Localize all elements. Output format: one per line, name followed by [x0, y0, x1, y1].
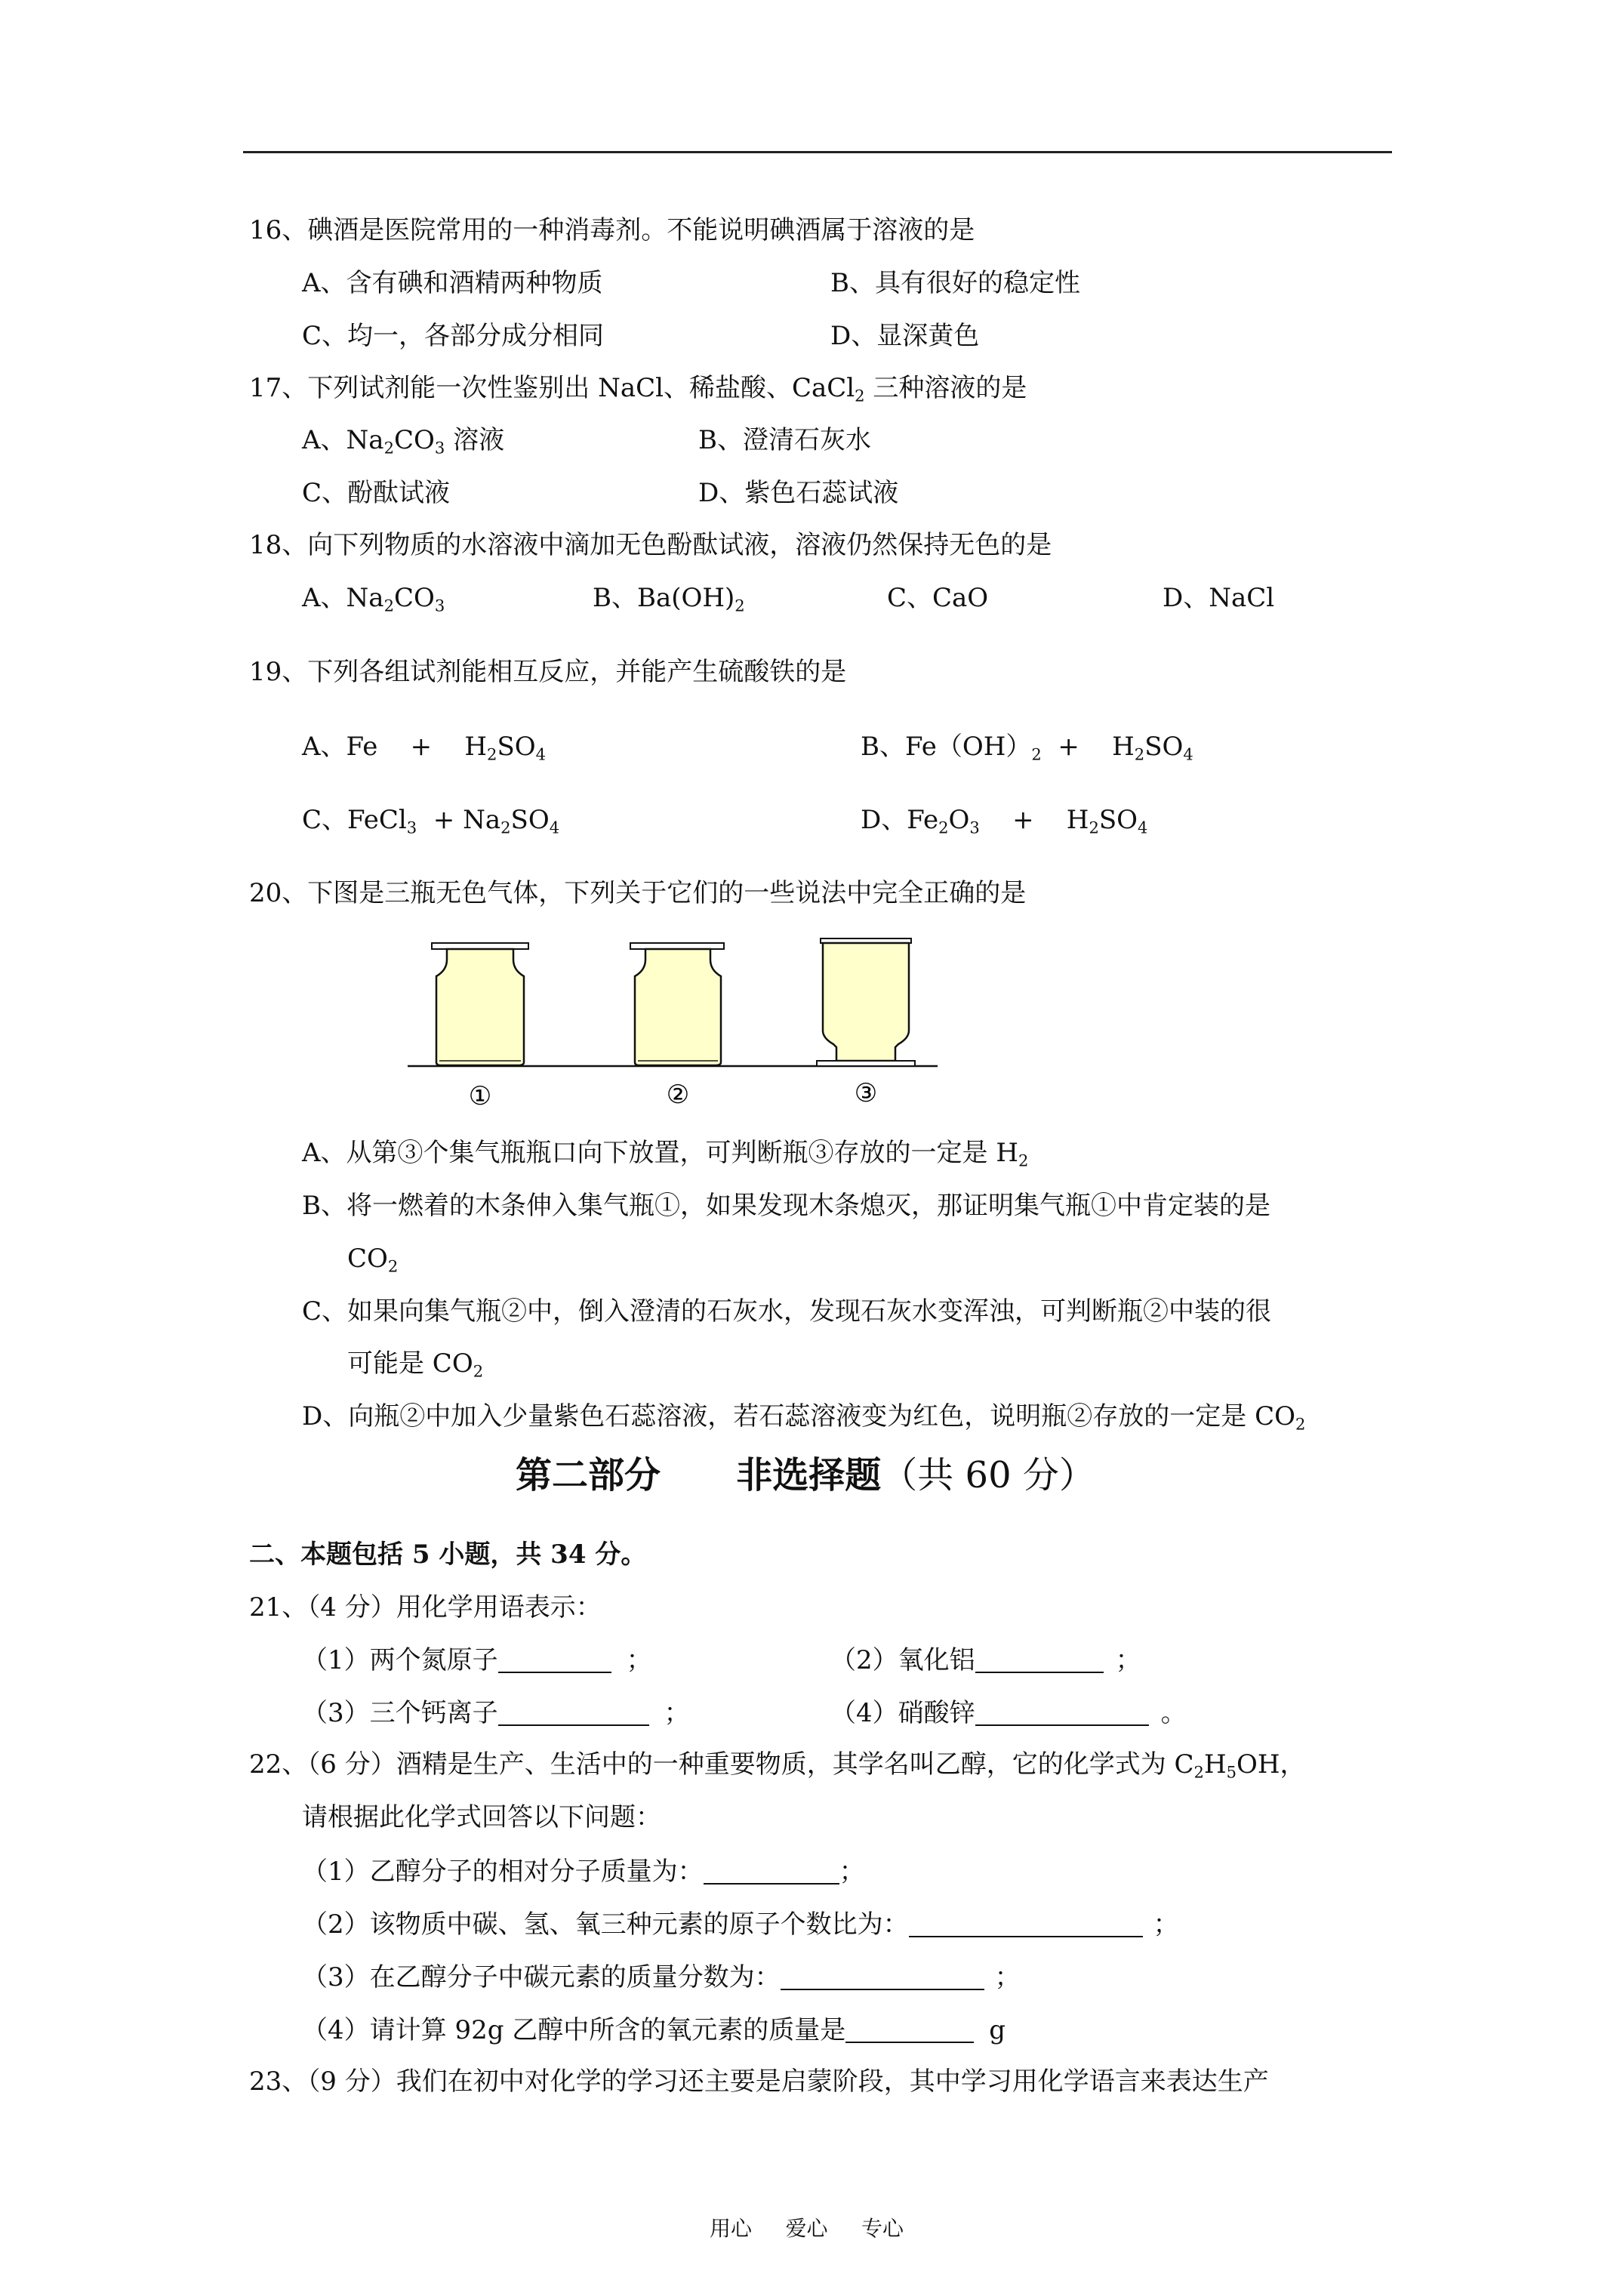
q20-option-c-cont: 可能是 $CO_2$ [347, 1348, 484, 1381]
part2-title: 第二部分 非选择题（共 60 分） [516, 1454, 1095, 1496]
answer-blank[interactable] [975, 1646, 1104, 1673]
q19-option-a: A、Fe + $H_2SO_4$ [302, 732, 547, 764]
q17-option-a: A、$Na_2CO_3$ 溶液 [302, 425, 505, 458]
answer-blank[interactable] [498, 1699, 649, 1726]
q17-option-d: D、紫色石蕊试液 [698, 478, 899, 508]
q21-stem: 21、（4 分）用化学用语表示： [249, 1592, 602, 1623]
answer-blank[interactable] [704, 1857, 839, 1885]
q18-option-b: B、$Ba(OH)_2$ [593, 583, 745, 615]
answer-blank[interactable] [498, 1646, 611, 1673]
bottle-1 [432, 943, 528, 1065]
q16-option-c: C、均一，各部分成分相同 [302, 321, 605, 351]
header-rule [243, 151, 1392, 153]
q20-stem: 20、下图是三瓶无色气体，下列关于它们的一些说法中完全正确的是 [249, 878, 1027, 908]
q21-item-4: （4）硝酸锌 。 [830, 1698, 1187, 1728]
q16-option-b: B、具有很好的稳定性 [830, 268, 1080, 298]
answer-blank[interactable] [975, 1699, 1149, 1726]
q18-stem: 18、向下列物质的水溶液中滴加无色酚酞试液，溶液仍然保持无色的是 [249, 530, 1052, 560]
q21-item-2: （2）氧化铝 ； [830, 1645, 1141, 1675]
page-footer: 用心 爱心 专心 [710, 2216, 904, 2241]
q22-item-3: （3）在乙醇分子中碳元素的质量分数为： ； [302, 1962, 1021, 1992]
q18-option-d: D、NaCl [1163, 583, 1275, 613]
q16-option-a: A、含有碘和酒精两种物质 [302, 268, 603, 298]
answer-blank[interactable] [781, 1963, 984, 1990]
q22-stem-cont: 请根据此化学式回答以下问题： [302, 1802, 661, 1832]
section2-heading: 二、本题包括 5 小题，共 34 分。 [249, 1539, 647, 1570]
bottle-2 [630, 943, 724, 1065]
answer-blank[interactable] [845, 2016, 974, 2043]
q22-item-4: （4）请计算 92g 乙醇中所含的氧元素的质量是 g [302, 2015, 1006, 2045]
q17-stem: 17、下列试剂能一次性鉴别出 NaCl、稀盐酸、CaCl$_2$ 三种溶液的是 [249, 373, 1027, 405]
q17-option-b: B、澄清石灰水 [698, 425, 871, 455]
q21-item-1: （1）两个氮原子 ； [302, 1645, 652, 1675]
gas-bottles-figure [400, 932, 944, 1114]
q23-stem: 23、（9 分）我们在初中对化学的学习还主要是启蒙阶段，其中学习用化学语言来表达生产 [249, 2066, 1269, 2097]
bottle-3 [817, 938, 915, 1066]
q20-option-d: D、向瓶②中加入少量紫色石蕊溶液，若石蕊溶液变为红色，说明瓶②存放的一定是 $CO_2$ [302, 1401, 1306, 1434]
q22-stem: 22、（6 分）酒精是生产、生活中的一种重要物质，其学名叫乙醇，它的化学式为 $C_2H_5OH$， [249, 1749, 1306, 1782]
answer-blank[interactable] [909, 1910, 1143, 1937]
bottle-label-2: ② [666, 1080, 690, 1110]
q19-stem: 19、下列各组试剂能相互反应，并能产生硫酸铁的是 [249, 657, 847, 687]
q19-option-b: B、$Fe(OH)_2$ + $H_2SO_4$ [861, 732, 1193, 764]
q22-item-2: （2）该物质中碳、氢、氧三种元素的原子个数比为： ； [302, 1909, 1179, 1940]
q21-item-3: （3）三个钙离子 ； [302, 1698, 690, 1728]
q20-option-b-cont: $CO_2$ [347, 1244, 399, 1276]
q20-option-c: C、如果向集气瓶②中，倒入澄清的石灰水，发现石灰水变浑浊，可判断瓶②中装的很 [302, 1296, 1272, 1327]
q16-option-d: D、显深黄色 [830, 321, 980, 351]
q19-option-c: C、FeCl$_3$ + $Na_2SO_4$ [302, 805, 560, 837]
q20-option-b: B、将一燃着的木条伸入集气瓶①，如果发现木条熄灭，那证明集气瓶①中肯定装的是 [302, 1191, 1270, 1221]
q18-option-c: C、CaO [887, 583, 989, 613]
q19-option-d: D、$Fe_2O_3$ + $H_2SO_4$ [861, 805, 1148, 837]
q16-stem: 16、碘酒是医院常用的一种消毒剂。不能说明碘酒属于溶液的是 [249, 215, 975, 245]
q22-item-1: （1）乙醇分子的相对分子质量为： ； [302, 1857, 865, 1887]
bottle-label-1: ① [468, 1081, 492, 1111]
q17-option-c: C、酚酞试液 [302, 478, 451, 508]
q20-option-a: A、从第③个集气瓶瓶口向下放置，可判断瓶③存放的一定是 $H_2$ [302, 1138, 1029, 1170]
q18-option-a: A、$Na_2CO_3$ [302, 583, 445, 615]
bottle-label-3: ③ [854, 1078, 878, 1108]
